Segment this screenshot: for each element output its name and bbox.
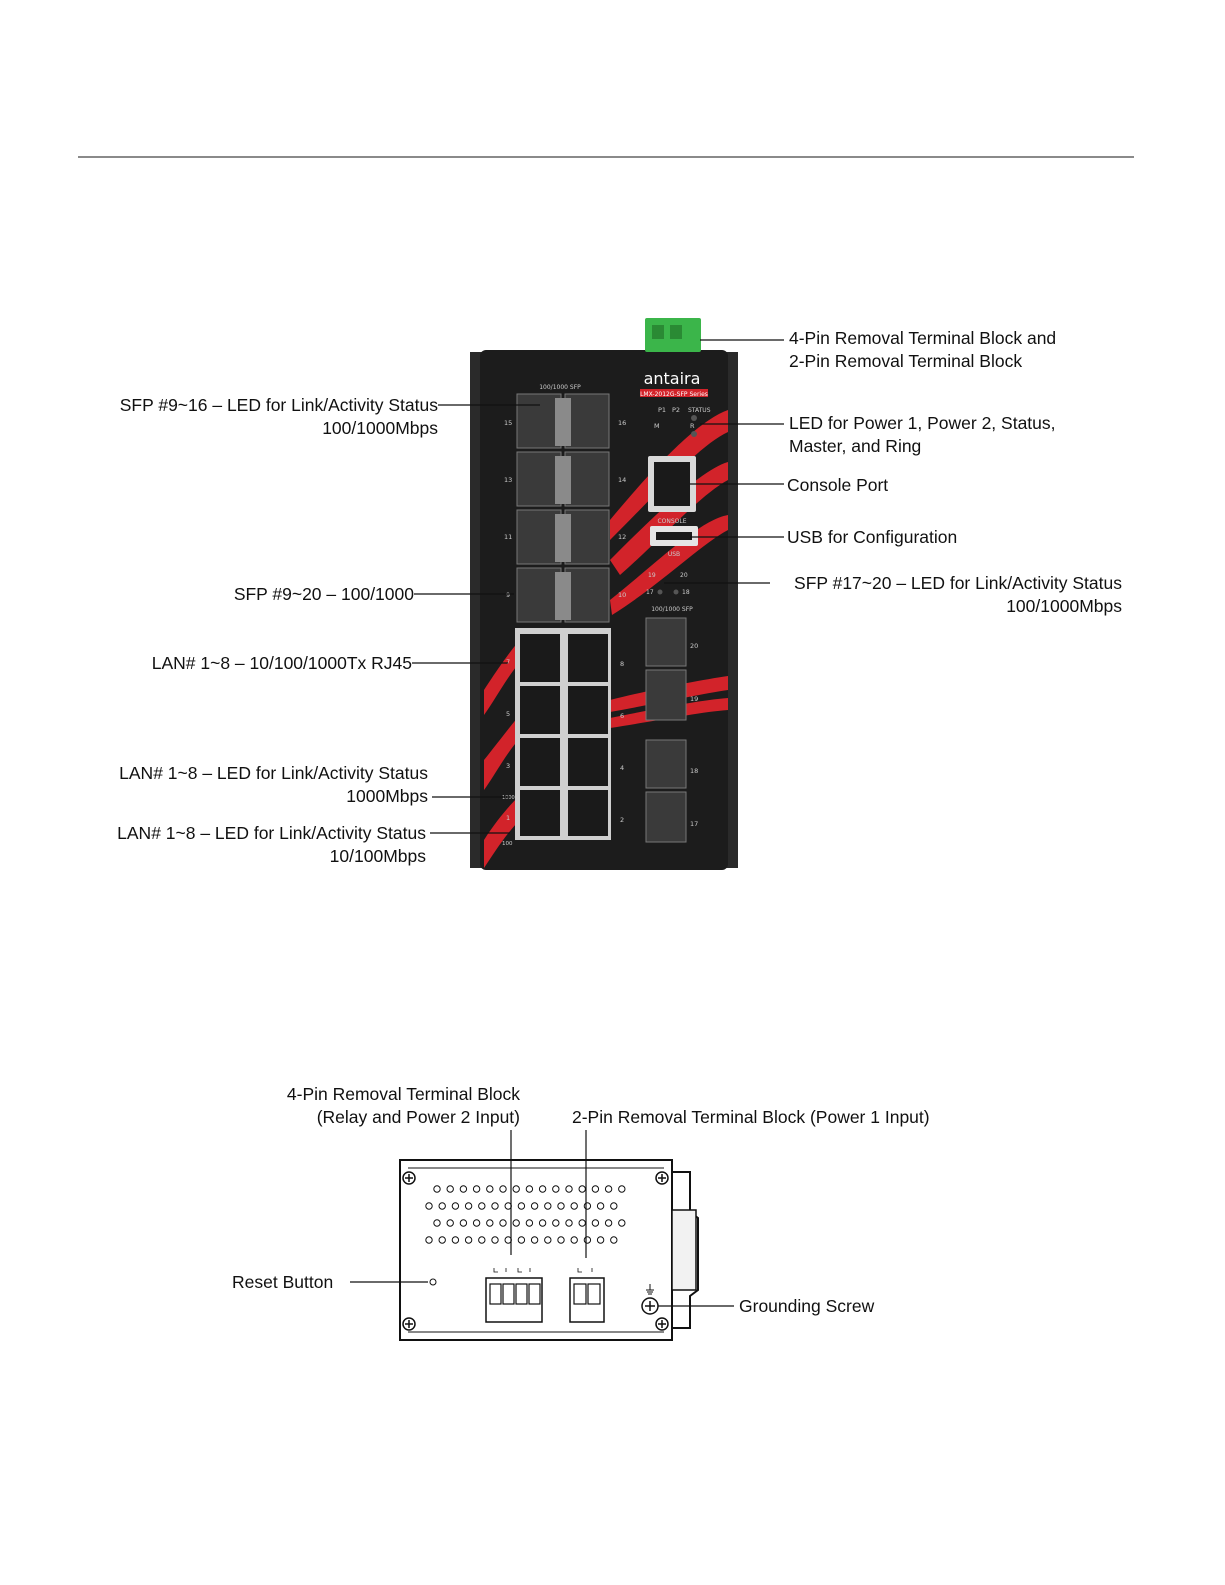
lan-num-3: 3 <box>506 762 511 770</box>
callout-four-pin <box>287 1083 520 1128</box>
led-label-r: R <box>690 422 695 430</box>
callout-line: SFP #9~20 – 100/1000 <box>233 584 414 604</box>
sfp-num-18: 18 <box>690 767 699 775</box>
callout-line: 10/100Mbps <box>329 845 426 866</box>
sfp-num-17: 17 <box>690 820 699 828</box>
sfp-led-19: 19 <box>648 572 656 579</box>
callout-line: USB for Configuration <box>787 527 958 547</box>
callout-line: 100/1000Mbps <box>1006 595 1122 616</box>
led-label-m: M <box>654 422 660 430</box>
usb-label: USB <box>667 551 681 558</box>
callout-line: 4-Pin Removal Terminal Block <box>286 1084 520 1104</box>
lan-num-5: 5 <box>506 710 511 718</box>
sfp-led-18: 18 <box>682 589 690 596</box>
sfp-group-top-label: 100/1000 SFP <box>539 384 581 391</box>
callout-line: SFP #9~16 – LED for Link/Activity Status <box>119 395 438 415</box>
lan-num-2: 2 <box>620 816 625 824</box>
callout-line: LAN# 1~8 – LED for Link/Activity Status <box>117 823 426 843</box>
callout-reset-button <box>232 1271 333 1294</box>
callout-line: 100/1000Mbps <box>322 417 438 438</box>
lan-num-4: 4 <box>620 764 625 772</box>
led-label-status: STATUS <box>688 407 711 414</box>
console-label: CONSOLE <box>657 518 687 525</box>
sfp-num-12: 12 <box>618 533 627 541</box>
sfp-num-16: 16 <box>618 419 627 427</box>
sfp-num-19: 19 <box>690 695 699 703</box>
sfp-group-bottom-label: 100/1000 SFP <box>651 606 693 613</box>
model-label: LMX-2012G-SFP Series <box>640 391 708 398</box>
callout-line: Console Port <box>787 475 889 495</box>
sfp-num-13: 13 <box>504 476 513 484</box>
sfp-led-17: 17 <box>646 589 654 596</box>
callout-line: Master, and Ring <box>789 435 922 456</box>
lan-led-1000-label: 1000 <box>502 795 515 801</box>
sfp-num-20: 20 <box>690 642 699 650</box>
callout-line: 1000Mbps <box>346 785 428 806</box>
callout-line: SFP #17~20 – LED for Link/Activity Status <box>794 573 1122 593</box>
callout-line: 2-Pin Removal Terminal Block <box>789 350 1023 371</box>
callout-grounding-screw <box>739 1295 874 1318</box>
lan-num-7: 7 <box>506 658 511 666</box>
callout-two-pin <box>572 1106 930 1129</box>
led-label-p2: P2 <box>672 406 681 414</box>
callout-line: Reset Button <box>232 1272 334 1292</box>
lan-num-1: 1 <box>506 814 511 822</box>
callout-line: 2-Pin Removal Terminal Block (Power 1 Input) <box>572 1107 930 1127</box>
sfp-num-14: 14 <box>618 476 627 484</box>
lan-num-6: 6 <box>620 712 625 720</box>
sfp-num-10: 10 <box>618 591 627 599</box>
lan-num-8: 8 <box>620 660 625 668</box>
brand-logo: antaira <box>643 369 701 388</box>
sfp-num-11: 11 <box>504 533 513 541</box>
callout-line: LAN# 1~8 – 10/100/1000Tx RJ45 <box>151 653 412 673</box>
callout-line: LED for Power 1, Power 2, Status, <box>789 413 1056 433</box>
lan-led-100-label: 100 <box>502 841 513 847</box>
sfp-led-20: 20 <box>680 572 688 579</box>
led-label-p1: P1 <box>658 406 667 414</box>
sfp-num-15: 15 <box>504 419 513 427</box>
callout-line: Grounding Screw <box>739 1296 875 1316</box>
callout-line: LAN# 1~8 – LED for Link/Activity Status <box>119 763 428 783</box>
callout-line: 4-Pin Removal Terminal Block and <box>789 328 1057 348</box>
callout-line: (Relay and Power 2 Input) <box>316 1106 520 1127</box>
sfp-num-9: 9 <box>506 591 511 599</box>
